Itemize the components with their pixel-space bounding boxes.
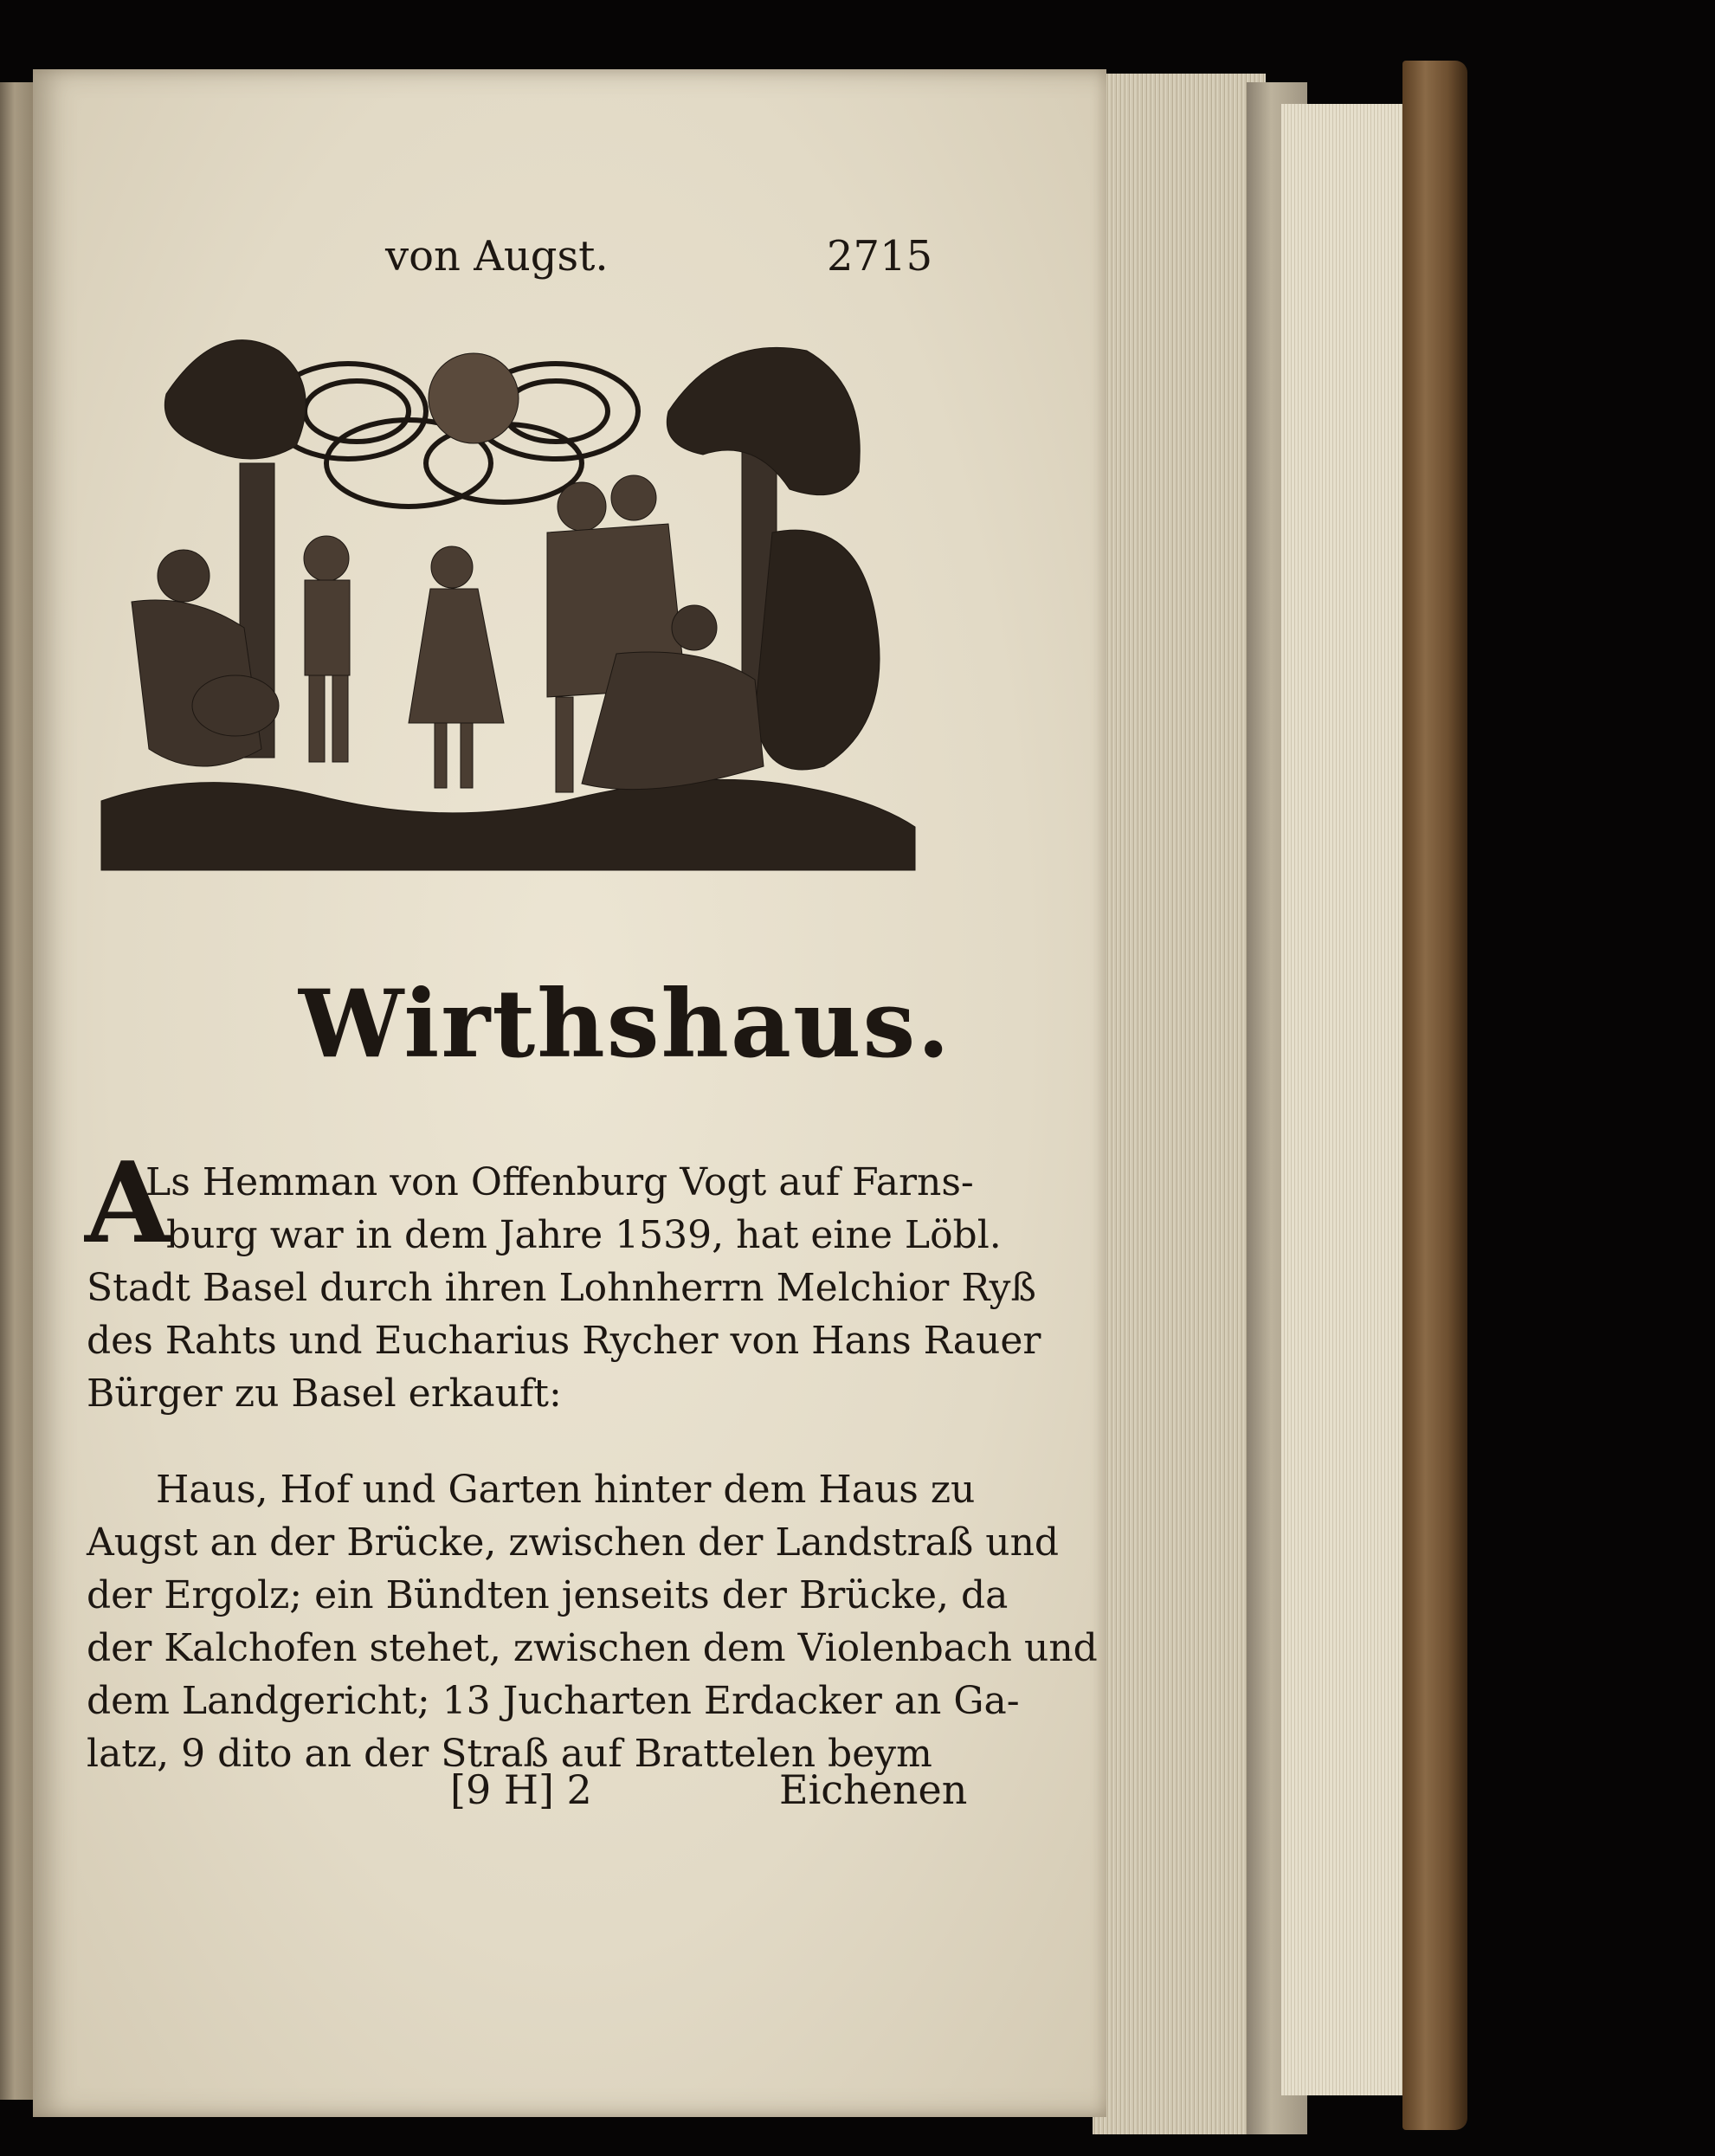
running-head: von Augst. [385,232,609,281]
woodcut-bush-right [755,530,880,770]
woodcut-foliage-left [164,340,306,459]
paragraph-1-line: des Rahts und Eucharius Rycher von Hans Rauer [87,1319,1041,1363]
paragraph-1-line: Bürger zu Basel erkauft: [87,1372,562,1416]
paragraph-1-line: Ls Hemman von Offenburg Vogt auf Farns- [145,1160,974,1204]
paragraph-2-line: latz, 9 dito an der Straß auf Brattelen beym [87,1732,932,1776]
woodcut-dancer-girl [409,546,504,788]
paragraph-2-line: dem Landgericht; 13 Jucharten Erdacker an Ga- [87,1679,1020,1723]
paragraph-1-line: Stadt Basel durch ihren Lohnherrn Melchior Ryß [87,1266,1036,1310]
woodcut-dancer-boy [304,536,350,762]
drop-cap: A [85,1139,171,1268]
paragraph-2-line: Augst an der Brücke, zwischen der Landstraß und [87,1520,1060,1565]
inner-page-block [1281,104,1420,2095]
left-page-sliver [0,82,36,2100]
paragraph-2-line: Haus, Hof und Garten hinter dem Haus zu [156,1468,976,1512]
paragraph-1-line: burg war in dem Jahre 1539, hat eine Löbl. [166,1213,1002,1257]
section-title: Wirthshaus. [299,970,951,1079]
woodcut-cherub-head [429,353,519,443]
paragraph-2 [87,1463,1098,1780]
paragraph-1 [87,1156,1041,1420]
woodcut-illustration [97,316,919,883]
catchword: Eichenen [779,1766,968,1813]
signature-mark: [9 H] 2 [450,1766,592,1813]
paragraph-2-line: der Ergolz; ein Bündten jenseits der Brücke, da [87,1573,1009,1617]
paragraph-2-line: der Kalchofen stehet, zwischen dem Violenbach und [87,1626,1098,1670]
woodcut-ground [101,779,915,870]
book-cover [1402,61,1467,2130]
page-edges [1093,74,1266,2134]
page-number: 2715 [827,232,933,281]
